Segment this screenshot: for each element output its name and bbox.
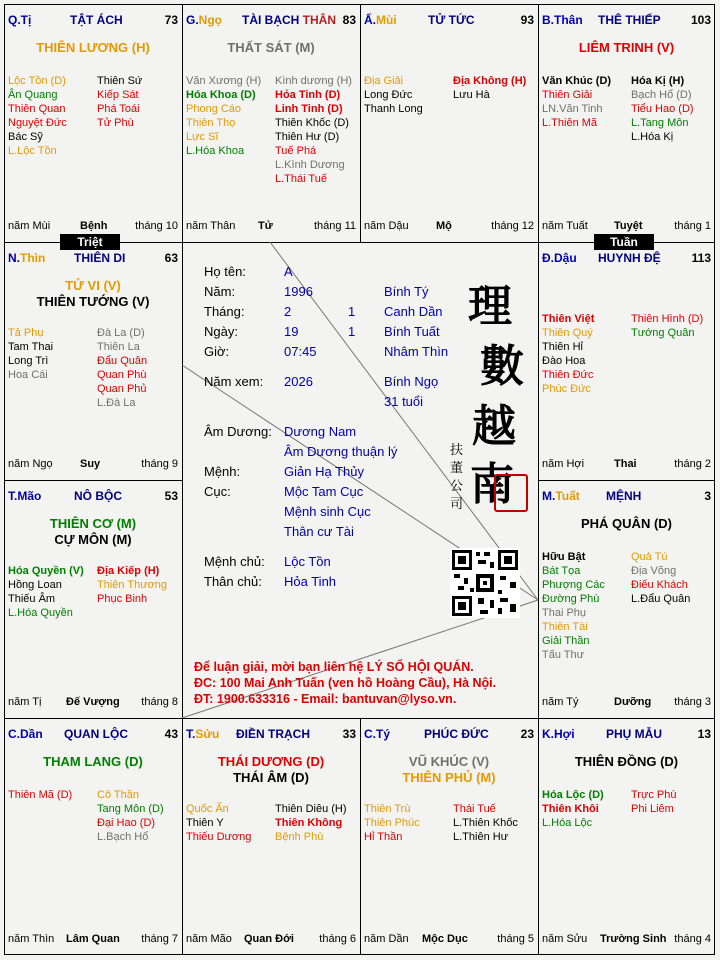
month-label: tháng 5 [497, 933, 534, 945]
minor-star: Thiên Thọ [186, 117, 236, 129]
can-chi [364, 727, 390, 741]
trang-sinh: Mộc Dục [422, 933, 468, 945]
major-star: THIÊN LƯƠNG (H) [36, 40, 150, 55]
minor-star: L.Thái Tuế [275, 173, 327, 185]
month-label: tháng 7 [141, 933, 178, 945]
day-lunar: 1 [348, 324, 356, 339]
major-star: TỬ VI (V) [65, 278, 121, 293]
palace-footer [364, 933, 534, 947]
palace-number: 23 [520, 727, 534, 741]
minor-star: Phi Liêm [631, 803, 674, 815]
calligraphy-char: 越 [472, 401, 516, 452]
palace-header [8, 489, 178, 503]
view-year-value: 2026 [284, 374, 313, 389]
minor-star: Nguyệt Đức [8, 117, 67, 129]
contact-phone-email[interactable]: ĐT: 1900.633316 - Email: bantuvan@lyso.vn. [194, 692, 457, 706]
palace-name: THIÊN DI [74, 251, 126, 265]
menh-chu-label: Mệnh chủ: [204, 554, 265, 569]
minor-star: L.Tang Môn [631, 117, 689, 129]
palace-number: 83 [342, 13, 356, 27]
month-label: tháng 1 [674, 220, 711, 232]
palace-header [542, 251, 711, 265]
major-star: THAM LANG (D) [43, 754, 143, 769]
palace-cell-dan[interactable] [4, 718, 182, 955]
palace-footer [186, 220, 356, 234]
minor-star: Hóa Quyền (V) [8, 565, 84, 577]
minor-star: Thiên Khôi [542, 803, 599, 815]
palace-header [542, 489, 711, 503]
minor-star: Lực Sĩ [186, 131, 219, 143]
minor-star: Thái Tuế [453, 803, 496, 815]
earthly-branch: Ngọ [198, 13, 222, 27]
menh-chu-value: Lộc Tồn [284, 554, 331, 569]
minor-star: Đà La (D) [97, 327, 145, 339]
palace-footer [186, 933, 356, 947]
minor-star: L.Hóa Khoa [186, 145, 245, 157]
minor-star: Phong Cáo [186, 103, 242, 115]
trang-sinh: Quan Đới [244, 933, 294, 945]
month-label: tháng 6 [319, 933, 356, 945]
palace-name: TÀI BẠCH [242, 13, 300, 27]
heavenly-stem: T. [8, 489, 18, 503]
than-chu-label: Thân chủ: [204, 574, 262, 589]
minor-star: Tang Môn (D) [97, 803, 164, 815]
palace-name: PHỤ MẪU [606, 727, 662, 741]
than-chu-value: Hỏa Tinh [284, 574, 337, 589]
minor-star: Kiếp Sát [97, 89, 139, 101]
minor-star: Văn Khúc (D) [542, 75, 612, 87]
palace-cell-ty[interactable] [360, 718, 538, 955]
menh-value: Giản Hạ Thủy [284, 464, 364, 479]
year-can-chi: Bính Tý [384, 284, 429, 299]
palace-name: TẬT ÁCH [70, 13, 123, 27]
palace-header [542, 13, 711, 27]
minor-star: L.Thiên Khốc [453, 817, 518, 829]
calligraphy-small [450, 442, 464, 514]
palace-cell-mui[interactable] [360, 4, 538, 242]
minor-star: L.Đà La [97, 397, 136, 409]
month-label: tháng 12 [491, 220, 534, 232]
minor-star: Thiên La [97, 341, 140, 353]
contact-line: Để luận giải, mời bạn liên hệ LÝ SỐ HỘI QUÁN. [194, 660, 474, 674]
can-chi [186, 727, 219, 741]
minor-star: Thiên Việt [542, 313, 595, 325]
palace-cell-thin[interactable] [4, 242, 182, 480]
heavenly-stem: K. [542, 727, 554, 741]
minor-star: L.Hóa Quyền [8, 607, 73, 619]
hour-label: Giờ: [204, 344, 230, 359]
major-star: THIÊN PHỦ (M) [402, 770, 496, 785]
can-chi [542, 13, 583, 27]
year-label: năm Tý [542, 696, 579, 708]
minor-star: Thiên Hỉ [542, 341, 583, 353]
minor-star: Tiểu Hao (D) [631, 103, 694, 115]
minor-star: Kình dương (H) [275, 75, 352, 87]
minor-star: Phá Toái [97, 103, 140, 115]
contact-address: ĐC: 100 Mai Anh Tuấn (ven hồ Hoàng Cầu), Hà Nội. [194, 676, 497, 690]
earthly-branch: Tị [20, 13, 32, 27]
minor-star: L.Hóa Kị [631, 131, 674, 143]
minor-star: Thiên Phúc [364, 817, 420, 829]
tuan-tag: Tuần [594, 234, 654, 250]
minor-star: Bạch Hổ (D) [631, 89, 692, 101]
amduong-note: Âm Dương thuận lý [284, 444, 398, 459]
minor-star: L.Bạch Hổ [97, 831, 149, 843]
small-char: 扶 [450, 443, 464, 458]
minor-star: Hữu Bật [542, 551, 586, 563]
heavenly-stem: M. [542, 489, 556, 503]
day-value: 19 [284, 324, 299, 339]
palace-header [542, 727, 711, 741]
heavenly-stem: C. [364, 727, 376, 741]
year-value: 1996 [284, 284, 313, 299]
palace-number: 53 [164, 489, 178, 503]
minor-star: Thiên Quan [8, 103, 66, 115]
minor-star: Tử Phù [97, 117, 134, 129]
amduong-value: Dương Nam [284, 424, 357, 439]
calligraphy-char: 數 [480, 341, 524, 392]
minor-star: Hóa Kị (H) [631, 75, 685, 87]
center-info [182, 242, 538, 718]
earthly-branch: Hợi [554, 727, 575, 741]
minor-star: Hoa Cái [8, 369, 48, 381]
major-star: THIÊN TƯỚNG (V) [36, 294, 150, 309]
minor-star: Thiên Thương [97, 579, 168, 591]
year-label: năm Ngọ [8, 458, 53, 470]
trang-sinh: Đế Vượng [66, 696, 120, 708]
minor-star: Tả Phụ [8, 327, 44, 339]
year-label: năm Mùi [8, 220, 51, 232]
minor-star: L.Hóa Lộc [542, 817, 593, 829]
palace-footer [8, 933, 178, 947]
month-label: Tháng: [204, 304, 245, 319]
palace-number: 13 [697, 727, 711, 741]
day-label: Ngày: [204, 324, 238, 339]
calligraphy-char: 南 [470, 459, 514, 510]
minor-star: Thiên Đức [542, 369, 594, 381]
minor-star: Tam Thai [8, 341, 54, 353]
heavenly-stem: C. [8, 727, 20, 741]
hour-can-chi: Nhâm Thìn [384, 344, 449, 359]
minor-star: Thiên Quý [542, 327, 593, 339]
can-chi [8, 727, 43, 741]
palace-number: 63 [164, 251, 178, 265]
palace-header [8, 251, 178, 265]
palace-footer [8, 696, 178, 710]
qr-code[interactable] [450, 548, 520, 618]
month-label: tháng 3 [674, 696, 711, 708]
minor-star: Ân Quang [8, 89, 58, 101]
can-chi [186, 13, 222, 27]
earthly-branch: Thìn [20, 251, 46, 265]
palace-name: MỆNH [606, 489, 642, 503]
major-star: CỰ MÔN (M) [54, 532, 132, 547]
minor-star: Thiên Trù [364, 803, 411, 815]
palace-number: 3 [704, 489, 711, 503]
minor-star: L.Đẩu Quân [631, 593, 691, 605]
minor-star: Hóa Lộc (D) [542, 789, 604, 801]
year-label: năm Thìn [8, 933, 55, 945]
year-label: năm Tuất [542, 220, 588, 232]
minor-star: Trực Phù [631, 789, 677, 801]
palace-number: 43 [164, 727, 178, 741]
minor-star: Cô Thần [97, 789, 139, 801]
view-year-can-chi: Bính Ngọ [384, 374, 439, 389]
minor-star: Long Trì [8, 355, 49, 367]
can-chi [364, 13, 397, 27]
year-label: năm Dần [364, 933, 409, 945]
palace-cell-hoi[interactable] [538, 718, 715, 955]
minor-star: Điếu Khách [631, 579, 688, 591]
name-label: Họ tên: [204, 264, 246, 279]
minor-star: Hỉ Thần [364, 831, 403, 843]
palace-cell-than[interactable] [538, 4, 715, 242]
year-label: năm Thân [186, 220, 236, 232]
month-label: tháng 2 [674, 458, 711, 470]
minor-star: Thiên Diêu (H) [275, 803, 347, 815]
palace-footer [542, 696, 711, 710]
heavenly-stem: Q. [8, 13, 21, 27]
major-star: PHÁ QUÂN (D) [581, 516, 672, 531]
can-chi [542, 251, 577, 265]
minor-star: Phục Binh [97, 593, 148, 605]
palace-number: 93 [520, 13, 534, 27]
minor-star: L.Thiên Mã [542, 117, 598, 129]
small-char: 公 [450, 479, 464, 494]
cuc-value: Mộc Tam Cục [284, 484, 364, 499]
earthly-branch: Dậu [554, 251, 577, 265]
month-label: tháng 10 [135, 220, 178, 232]
palace-number: 113 [691, 251, 711, 265]
minor-star: Hóa Khoa (D) [186, 89, 256, 101]
trang-sinh: Mộ [436, 220, 452, 232]
heavenly-stem: G. [186, 13, 199, 27]
minor-star: Thiên Mã (D) [8, 789, 73, 801]
palace-header [8, 727, 178, 741]
month-lunar: 1 [348, 304, 356, 319]
minor-star: Bệnh Phù [275, 831, 324, 843]
minor-star: Phượng Các [542, 579, 605, 591]
major-star: VŨ KHÚC (V) [408, 754, 490, 769]
minor-star: Tướng Quân [631, 327, 695, 339]
earthly-branch: Thân [554, 13, 583, 27]
minor-star: Thiên Hình (D) [631, 313, 704, 325]
minor-star: Tấu Thư [542, 649, 585, 661]
palace-header [8, 13, 178, 27]
minor-star: Hồng Loan [8, 579, 62, 591]
palace-name: THÊ THIẾP [598, 13, 661, 27]
minor-star: Thiên Sứ [97, 75, 143, 87]
year-label: năm Hợi [542, 458, 585, 470]
trang-sinh: Suy [80, 458, 101, 470]
year-label: Năm: [204, 284, 236, 299]
palace-cell-dau[interactable] [538, 242, 715, 480]
minor-star: Địa Không (H) [453, 75, 527, 87]
minor-star: LN.Văn Tinh [542, 103, 603, 115]
palace-name: QUAN LỘC [64, 727, 128, 741]
palace-footer [542, 933, 711, 947]
earthly-branch: Dần [20, 727, 43, 741]
earthly-branch: Mùi [376, 13, 397, 27]
palace-footer [542, 220, 711, 234]
day-can-chi: Bính Tuất [384, 324, 440, 339]
minor-star: L.Kình Dương [275, 159, 345, 171]
name-value: A [284, 264, 293, 279]
palace-header [186, 13, 356, 27]
minor-star: L.Lộc Tồn [8, 145, 57, 157]
year-label: năm Dậu [364, 220, 409, 232]
minor-star: Bát Tọa [542, 565, 581, 577]
month-label: tháng 9 [141, 458, 178, 470]
minor-star: Thiên Giải [542, 89, 593, 101]
palace-header [186, 727, 356, 741]
trang-sinh: Tử [258, 220, 273, 232]
major-star: THÁI ÂM (D) [233, 770, 309, 785]
minor-star: Lộc Tồn (D) [8, 75, 66, 87]
palace-name: PHÚC ĐỨC [424, 727, 489, 741]
major-star: LIÊM TRINH (V) [578, 40, 675, 55]
minor-star: Văn Xương (H) [186, 75, 262, 87]
month-value: 2 [284, 304, 292, 319]
heavenly-stem: Ấ. [364, 13, 376, 27]
minor-star: Đường Phù [542, 593, 600, 605]
can-chi [8, 251, 45, 265]
palace-footer [8, 220, 178, 234]
minor-star: Quan Phù [97, 369, 147, 381]
trang-sinh: Bệnh [80, 220, 108, 232]
minor-star: Thiếu Dương [186, 831, 252, 843]
palace-footer [8, 458, 178, 472]
trang-sinh: Tuyệt [614, 220, 643, 232]
trang-sinh: Thai [614, 458, 637, 470]
palace-footer [364, 220, 534, 234]
trang-sinh: Dưỡng [614, 696, 652, 708]
cuc-note: Mệnh sinh Cục [284, 504, 371, 519]
palace-cell-tuat[interactable] [538, 480, 715, 718]
age-value: 31 tuổi [384, 394, 424, 409]
major-star: THIÊN ĐỒNG (D) [574, 754, 679, 769]
palace-name: HUYNH ĐỆ [598, 251, 661, 265]
minor-star: Đại Hao (D) [97, 817, 156, 829]
palace-cell-ti[interactable] [4, 4, 182, 242]
minor-star: Thiếu Âm [8, 593, 56, 605]
year-label: năm Sửu [542, 933, 588, 945]
palace-name: TỬ TỨC [428, 13, 475, 27]
triet-tag: Triệt [60, 234, 120, 250]
hour-value: 07:45 [284, 344, 317, 359]
minor-star: Quả Tú [631, 551, 668, 563]
amduong-label: Âm Dương: [204, 424, 272, 439]
minor-star: Thai Phụ [542, 607, 587, 619]
palace-name: NÔ BỘC [74, 489, 122, 503]
earthly-branch: Mão [17, 489, 42, 503]
minor-star: Thiên Tài [542, 621, 588, 633]
than-cu-note: Thân cư Tài [284, 524, 354, 539]
trang-sinh: Trường Sinh [600, 933, 667, 945]
palace-name: ĐIỀN TRẠCH [236, 727, 310, 741]
minor-star: Thiên Hư (D) [275, 131, 340, 143]
palace-number: 103 [690, 13, 711, 27]
small-char: 董 [450, 461, 464, 476]
earthly-branch: Tuất [555, 489, 580, 503]
earthly-branch: Sửu [195, 727, 220, 741]
heavenly-stem: Đ. [542, 251, 554, 265]
minor-star: Thiên Y [186, 817, 224, 829]
minor-star: Thiên Không [275, 817, 343, 829]
heavenly-stem: B. [542, 13, 554, 27]
minor-star: Thanh Long [364, 103, 423, 115]
than-marker: THÂN [302, 13, 336, 27]
minor-star: Tuế Phá [275, 145, 317, 157]
palace-cell-ngo[interactable] [182, 4, 360, 242]
minor-star: L.Thiên Hư [453, 831, 509, 843]
minor-star: Địa Giải [364, 75, 404, 87]
palace-number: 73 [164, 13, 178, 27]
palace-cell-suu[interactable] [182, 718, 360, 955]
red-seal-stamp [494, 474, 528, 512]
minor-star: Đào Hoa [542, 355, 586, 367]
major-star: THIÊN CƠ (M) [49, 516, 137, 531]
small-char: 司 [450, 497, 464, 512]
trang-sinh: Lâm Quan [66, 933, 120, 945]
minor-star: Quốc Ấn [186, 803, 229, 815]
minor-star: Địa Kiếp (H) [97, 565, 160, 577]
minor-star: Linh Tinh (D) [275, 103, 343, 115]
minor-star: Bác Sỹ [8, 131, 43, 143]
month-label: tháng 8 [141, 696, 178, 708]
minor-star: Quan Phủ [97, 383, 147, 395]
heavenly-stem: N. [8, 251, 20, 265]
minor-star: Đẩu Quân [97, 355, 148, 367]
major-star: THÁI DƯƠNG (D) [217, 754, 325, 769]
palace-footer [542, 458, 711, 472]
month-can-chi: Canh Dần [384, 304, 443, 319]
minor-star: Hỏa Tinh (D) [275, 89, 341, 101]
view-year-label: Năm xem: [204, 374, 264, 389]
heavenly-stem: T. [186, 727, 196, 741]
minor-star: Thiên Khốc (D) [275, 117, 349, 129]
palace-header [364, 727, 534, 741]
palace-number: 33 [342, 727, 356, 741]
cuc-label: Cục: [204, 484, 231, 499]
can-chi [8, 13, 31, 27]
month-label: tháng 4 [674, 933, 711, 945]
can-chi [542, 489, 580, 503]
earthly-branch: Tý [376, 727, 391, 741]
minor-star: Phúc Đức [542, 383, 591, 395]
menh-label: Mệnh: [204, 464, 241, 479]
month-label: tháng 11 [313, 220, 356, 232]
palace-header [364, 13, 534, 27]
minor-star: Lưu Hà [453, 89, 490, 101]
minor-star: Giải Thần [542, 635, 590, 647]
year-label: năm Mão [186, 933, 232, 945]
minor-star: Địa Võng [631, 565, 677, 577]
palace-cell-mao[interactable] [4, 480, 182, 718]
minor-star: Long Đức [364, 89, 413, 101]
can-chi [542, 727, 575, 741]
can-chi [8, 489, 41, 503]
year-label: năm Tị [8, 696, 42, 708]
major-star: THẤT SÁT (M) [227, 40, 315, 55]
calligraphy-char: 理 [468, 281, 512, 332]
